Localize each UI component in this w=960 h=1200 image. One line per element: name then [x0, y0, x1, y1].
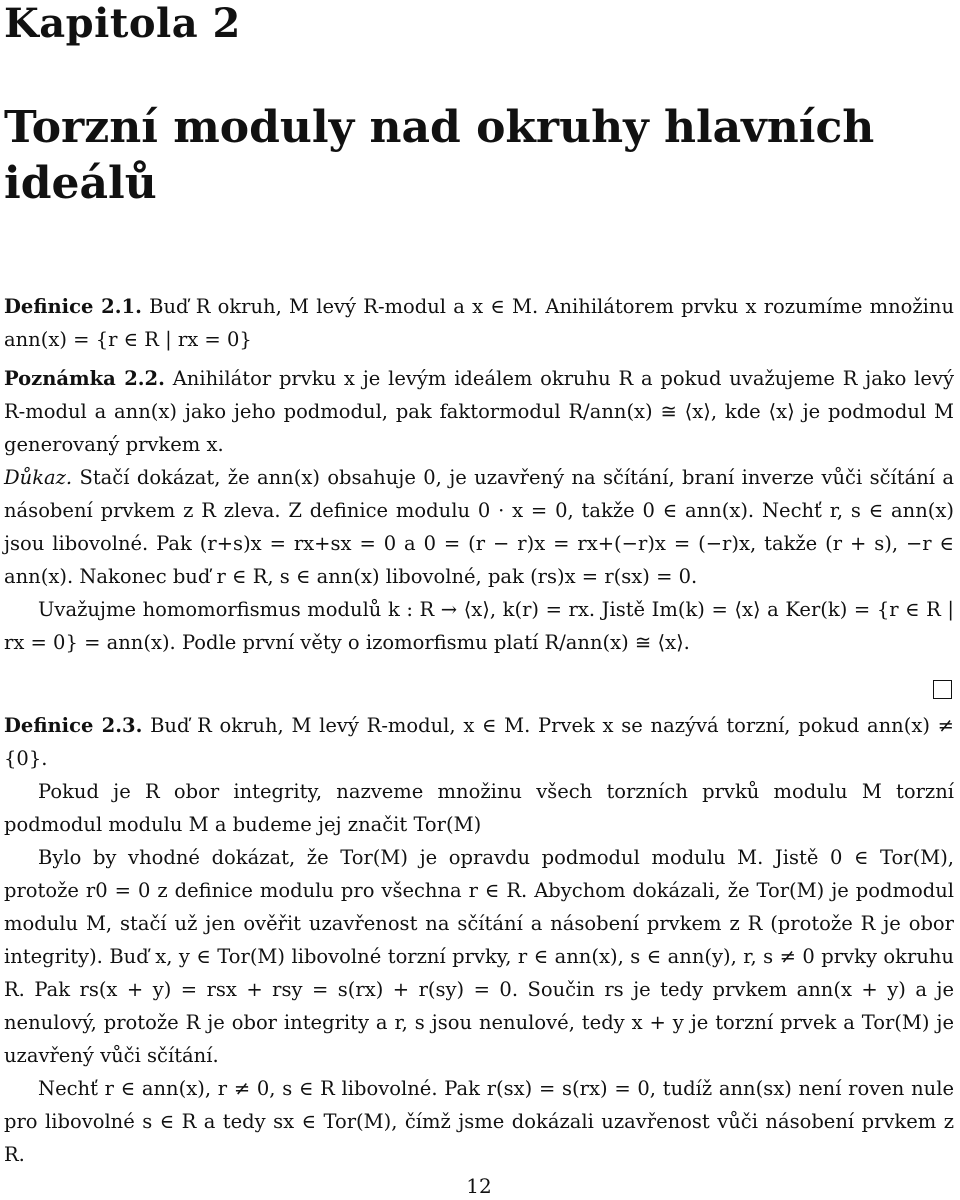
definition-text: Buď R okruh, M levý R-modul a x ∈ M. Anihilátorem prvku x rozumíme množinu ann(x) = {r ∈ R | rx = 0} [4, 295, 954, 351]
discussion-paragraph-2: Nechť r ∈ ann(x), r ≠ 0, s ∈ R libovolné. Pak r(sx) = s(rx) = 0, tudíž ann(sx) není roven nule pro libovolné s ∈ R a tedy sx ∈ Tor(M), čímž jsme dokázali uzavřenost vůči násobení prvkem z R. [4, 1077, 954, 1166]
remark-text: Anihilátor prvku x je levým ideálem okruhu R a pokud uvažujeme R jako levý R-modul a ann(x) jako jeho podmodul, pak faktormodul R/ann(x) ≅ ⟨x⟩, kde ⟨x⟩ je podmodul M generovaný prvkem x. [4, 367, 954, 456]
proof-text: Stačí dokázat, že ann(x) obsahuje 0, je uzavřený na sčítání, braní inverze vůči sčítání a násobení prvkem z R zleva. Z definice modulu 0 · x = 0, takže 0 ∈ ann(x). Nechť r, s ∈ ann(x) jsou libovolné. Pak (r+s)x = rx+sx = 0 a 0 = (r − r)x = rx+(−r)x = (−r)x, takže (r + s), −r ∈ ann(x). Nakonec buď r ∈ R, s ∈ ann(x) libovolné, pak (rs)x = r(sx) = 0. [4, 466, 954, 588]
proof-block [4, 461, 954, 659]
proof-paragraph-2: Uvažujme homomorfismus modulů k : R → ⟨x⟩, k(r) = rx. Jistě Im(k) = ⟨x⟩ a Ker(k) = {r ∈ R | rx = 0} = ann(x). Podle první věty o izomorfismu platí R/ann(x) ≅ ⟨x⟩. [4, 598, 954, 654]
qed-square-icon [933, 680, 952, 699]
definition-2-1 [4, 290, 954, 356]
discussion-paragraph-1: Bylo by vhodné dokázat, že Tor(M) je opravdu podmodul modulu M. Jistě 0 ∈ Tor(M), protože r0 = 0 z definice modulu pro všechna r ∈ R. Abychom dokázali, že Tor(M) je podmodul modulu M, stačí už jen ověřit uzavřenost na sčítání a násobení prvkem z R (protože R je obor integrity). Buď x, y ∈ Tor(M) libovolné torzní prvky, r ∈ ann(x), s ∈ ann(y), r, s ≠ 0 prvky okruhu R. Pak rs(x + y) = rsx + rsy = s(rx) + r(sy) = 0. Součin rs je tedy prvkem ann(x + y) a je nenulový, protože R je obor integrity a r, s jsou nenulové, tedy x + y je torzní prvek a Tor(M) je uzavřený vůči sčítání. [4, 846, 954, 1067]
remark-2-2 [4, 362, 954, 461]
chapter-title: Torzní moduly nad okruhy hlavních ideálů [4, 102, 875, 209]
definition-label: Definice 2.3. [4, 714, 143, 737]
definition-label: Definice 2.1. [4, 295, 142, 318]
proof-label: Důkaz. [4, 466, 73, 489]
discussion-block [4, 841, 954, 1171]
definition-text: Buď R okruh, M levý R-modul, x ∈ M. Prvek x se nazývá torzní, pokud ann(x) ≠ {0}. [4, 714, 954, 770]
page-number: 12 [466, 1174, 492, 1198]
definition-paragraph-2: Pokud je R obor integrity, nazveme množinu všech torzních prvků modulu M torzní podmodul modulu M a budeme jej značit Tor(M) [4, 780, 954, 836]
definition-2-3 [4, 709, 954, 841]
chapter-label: Kapitola 2 [4, 0, 241, 47]
remark-label: Poznámka 2.2. [4, 367, 165, 390]
